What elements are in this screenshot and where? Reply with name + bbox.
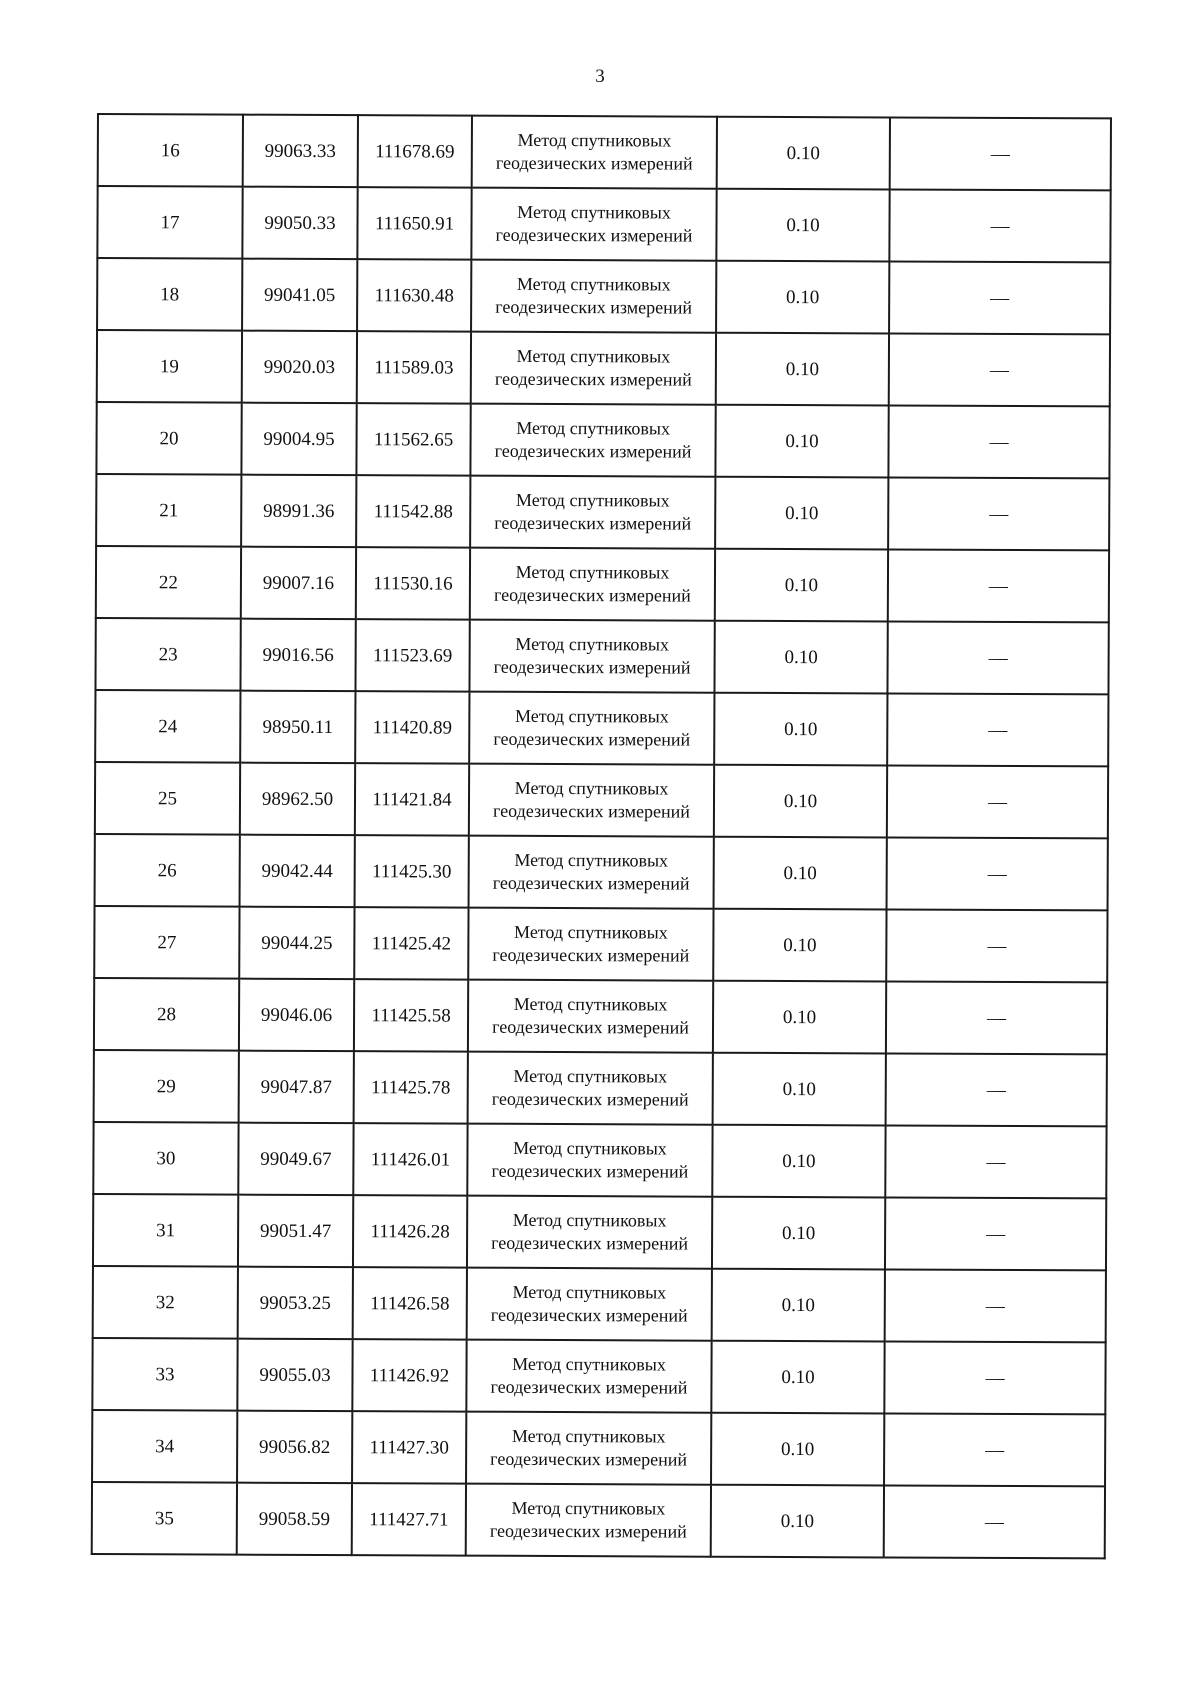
table-row (94, 906, 1107, 982)
point-number-cell: 34 (92, 1410, 237, 1483)
y-coordinate-cell: 111589.03 (357, 331, 471, 403)
table-row (97, 258, 1110, 334)
point-number-cell: 25 (95, 762, 240, 835)
x-coordinate-cell: 99042.44 (240, 835, 355, 908)
table-row (92, 1482, 1105, 1558)
method-cell (470, 476, 715, 549)
description-cell: — (885, 1125, 1106, 1198)
method-cell (466, 1412, 711, 1485)
table-row (95, 762, 1108, 838)
point-number-cell: 17 (97, 186, 242, 259)
y-coordinate-cell: 111426.58 (353, 1267, 467, 1339)
table-row (96, 474, 1109, 550)
y-coordinate-cell: 111426.92 (352, 1339, 466, 1411)
table-row (93, 1194, 1106, 1270)
y-coordinate-cell: 111650.91 (357, 187, 471, 259)
accuracy-cell: 0.10 (717, 117, 890, 190)
point-number-cell: 24 (95, 690, 240, 763)
point-number-cell: 29 (94, 1050, 239, 1123)
method-cell (467, 1196, 712, 1269)
y-coordinate-cell: 111542.88 (356, 475, 470, 547)
method-line-2: геодезических измерений (494, 440, 692, 462)
description-cell: — (887, 621, 1108, 694)
x-coordinate-cell: 99007.16 (241, 547, 356, 620)
description-cell: — (889, 333, 1110, 406)
method-line-2: геодезических измерений (491, 1088, 689, 1110)
description-cell: — (889, 261, 1110, 334)
method-line-1: Метод спутниковых (512, 1281, 667, 1303)
x-coordinate-cell: 99004.95 (241, 403, 356, 476)
x-coordinate-cell: 99049.67 (238, 1123, 353, 1196)
method-line-2: геодезических измерений (494, 512, 692, 534)
point-number-cell: 16 (98, 114, 243, 187)
point-number-cell: 30 (93, 1122, 238, 1195)
table-row (92, 1338, 1105, 1414)
y-coordinate-cell: 111420.89 (355, 691, 469, 763)
point-number-cell: 31 (93, 1194, 238, 1267)
method-line-1: Метод спутниковых (514, 777, 669, 799)
accuracy-cell: 0.10 (714, 693, 887, 766)
method-line-2: геодезических измерений (493, 728, 691, 750)
x-coordinate-cell: 99056.82 (237, 1411, 352, 1484)
description-cell: — (884, 1413, 1105, 1486)
method-line-2: геодезических измерений (495, 296, 693, 318)
description-cell: — (884, 1341, 1105, 1414)
page-number: 3 (595, 66, 605, 87)
method-line-1: Метод спутниковых (517, 129, 672, 151)
accuracy-cell: 0.10 (715, 549, 888, 622)
description-cell: — (886, 909, 1107, 982)
accuracy-cell: 0.10 (714, 765, 887, 838)
description-cell: — (888, 405, 1109, 478)
point-number-cell: 28 (94, 978, 239, 1051)
description-cell: — (884, 1485, 1105, 1558)
table-row (95, 834, 1108, 910)
method-cell (467, 1124, 712, 1197)
method-line-1: Метод спутниковых (516, 417, 671, 439)
x-coordinate-cell: 99050.33 (242, 187, 357, 260)
table-row (98, 114, 1111, 190)
accuracy-cell: 0.10 (711, 1341, 884, 1414)
description-cell: — (890, 117, 1111, 190)
y-coordinate-cell: 111425.30 (355, 835, 469, 907)
method-cell (468, 908, 713, 981)
point-number-cell: 21 (96, 474, 241, 547)
method-line-2: геодезических измерений (491, 1232, 689, 1254)
method-line-2: геодезических измерений (494, 368, 692, 390)
x-coordinate-cell: 99041.05 (242, 259, 357, 332)
y-coordinate-cell: 111421.84 (355, 763, 469, 835)
method-cell (468, 980, 713, 1053)
method-line-1: Метод спутниковых (515, 561, 670, 583)
description-cell: — (885, 1269, 1106, 1342)
method-line-2: геодезических измерений (493, 656, 691, 678)
x-coordinate-cell: 99053.25 (238, 1267, 353, 1340)
method-cell (471, 260, 716, 333)
accuracy-cell: 0.10 (715, 477, 888, 550)
description-cell: — (889, 189, 1110, 262)
method-line-1: Метод спутниковых (512, 1209, 667, 1231)
method-cell (469, 692, 714, 765)
y-coordinate-cell: 111630.48 (357, 259, 471, 331)
y-coordinate-cell: 111427.30 (352, 1411, 466, 1483)
table-row (96, 546, 1109, 622)
x-coordinate-cell: 99044.25 (239, 907, 354, 980)
y-coordinate-cell: 111427.71 (352, 1483, 466, 1555)
description-cell: — (887, 837, 1108, 910)
method-line-2: геодезических измерений (491, 1160, 689, 1182)
description-cell: — (886, 981, 1107, 1054)
method-cell (471, 188, 716, 261)
method-line-2: геодезических измерений (492, 872, 690, 894)
method-line-1: Метод спутниковых (513, 1137, 667, 1159)
method-line-1: Метод спутниковых (513, 993, 668, 1015)
y-coordinate-cell: 111425.42 (354, 907, 468, 979)
method-line-2: геодезических измерений (490, 1304, 688, 1326)
method-cell (472, 116, 717, 189)
x-coordinate-cell: 99047.87 (239, 1051, 354, 1124)
accuracy-cell: 0.10 (714, 837, 887, 910)
point-number-cell: 22 (96, 546, 241, 619)
y-coordinate-cell: 111425.78 (354, 1051, 468, 1123)
table-row (97, 330, 1110, 406)
method-cell (466, 1484, 711, 1557)
point-number-cell: 20 (96, 402, 241, 475)
description-cell: — (885, 1197, 1106, 1270)
x-coordinate-cell: 98991.36 (241, 475, 356, 548)
point-number-cell: 19 (97, 330, 242, 403)
method-line-2: геодезических измерений (492, 1016, 689, 1038)
table-row (95, 618, 1108, 694)
accuracy-cell: 0.10 (712, 1125, 885, 1198)
method-cell (466, 1340, 711, 1413)
table-row (97, 186, 1110, 262)
method-cell (468, 1052, 713, 1125)
method-line-1: Метод спутниковых (517, 201, 671, 223)
point-number-cell: 26 (95, 834, 240, 907)
description-cell: — (887, 765, 1108, 838)
accuracy-cell: 0.10 (712, 1269, 885, 1342)
method-line-2: геодезических измерений (495, 152, 693, 174)
table-row (92, 1410, 1105, 1486)
table-row (94, 978, 1107, 1054)
description-cell: — (886, 1053, 1107, 1126)
x-coordinate-cell: 99063.33 (243, 115, 358, 188)
accuracy-cell: 0.10 (716, 189, 889, 262)
y-coordinate-cell: 111425.58 (354, 979, 468, 1051)
x-coordinate-cell: 99058.59 (237, 1483, 352, 1556)
y-coordinate-cell: 111562.65 (356, 403, 470, 475)
accuracy-cell: 0.10 (713, 981, 886, 1054)
coordinates-table (91, 113, 1112, 1559)
method-line-2: геодезических измерений (492, 944, 690, 966)
method-line-1: Метод спутниковых (514, 921, 668, 943)
method-line-1: Метод спутниковых (514, 849, 669, 871)
accuracy-cell: 0.10 (712, 1197, 885, 1270)
y-coordinate-cell: 111426.28 (353, 1195, 467, 1267)
x-coordinate-cell: 99016.56 (240, 619, 355, 692)
x-coordinate-cell: 99046.06 (239, 979, 354, 1052)
accuracy-cell: 0.10 (713, 909, 886, 982)
x-coordinate-cell: 98950.11 (240, 691, 355, 764)
method-line-1: Метод спутниковых (513, 1065, 668, 1087)
accuracy-cell: 0.10 (716, 333, 889, 406)
method-cell (469, 620, 714, 693)
point-number-cell: 18 (97, 258, 242, 331)
x-coordinate-cell: 99020.03 (242, 331, 357, 404)
method-line-2: геодезических измерений (489, 1520, 687, 1542)
method-cell (471, 332, 716, 405)
point-number-cell: 23 (95, 618, 240, 691)
method-line-1: Метод спутниковых (515, 489, 670, 511)
method-line-2: геодезических измерений (492, 800, 690, 822)
description-cell: — (888, 549, 1109, 622)
method-line-1: Метод спутниковых (515, 633, 670, 655)
table-row (93, 1122, 1106, 1198)
table-row (94, 1050, 1107, 1126)
method-cell (469, 764, 714, 837)
method-cell (470, 548, 715, 621)
point-number-cell: 35 (92, 1482, 237, 1555)
accuracy-cell: 0.10 (714, 621, 887, 694)
method-line-1: Метод спутниковых (512, 1353, 666, 1375)
x-coordinate-cell: 99055.03 (237, 1339, 352, 1412)
table-row (95, 690, 1108, 766)
method-line-1: Метод спутниковых (514, 705, 669, 727)
method-cell (470, 404, 715, 477)
y-coordinate-cell: 111426.01 (353, 1123, 467, 1195)
y-coordinate-cell: 111530.16 (356, 547, 470, 619)
point-number-cell: 32 (93, 1266, 238, 1339)
method-line-2: геодезических измерений (490, 1448, 688, 1470)
point-number-cell: 33 (92, 1338, 237, 1411)
coordinates-table-body (92, 114, 1111, 1558)
accuracy-cell: 0.10 (715, 405, 888, 478)
y-coordinate-cell: 111678.69 (358, 115, 472, 187)
accuracy-cell: 0.10 (716, 261, 889, 334)
description-cell: — (887, 693, 1108, 766)
method-line-1: Метод спутниковых (511, 1425, 666, 1447)
x-coordinate-cell: 99051.47 (238, 1195, 353, 1268)
point-number-cell: 27 (94, 906, 239, 979)
method-line-2: геодезических измерений (490, 1376, 688, 1398)
method-line-2: геодезических измерений (493, 584, 691, 606)
description-cell: — (888, 477, 1109, 550)
method-cell (467, 1268, 712, 1341)
accuracy-cell: 0.10 (713, 1053, 886, 1126)
accuracy-cell: 0.10 (711, 1485, 884, 1558)
method-line-1: Метод спутниковых (511, 1497, 666, 1519)
method-line-2: геодезических измерений (495, 224, 693, 246)
method-line-1: Метод спутниковых (516, 273, 671, 295)
method-cell (469, 836, 714, 909)
method-line-1: Метод спутниковых (516, 345, 671, 367)
y-coordinate-cell: 111523.69 (355, 619, 469, 691)
table-row (96, 402, 1109, 478)
accuracy-cell: 0.10 (711, 1413, 884, 1486)
x-coordinate-cell: 98962.50 (240, 763, 355, 836)
table-row (93, 1266, 1106, 1342)
